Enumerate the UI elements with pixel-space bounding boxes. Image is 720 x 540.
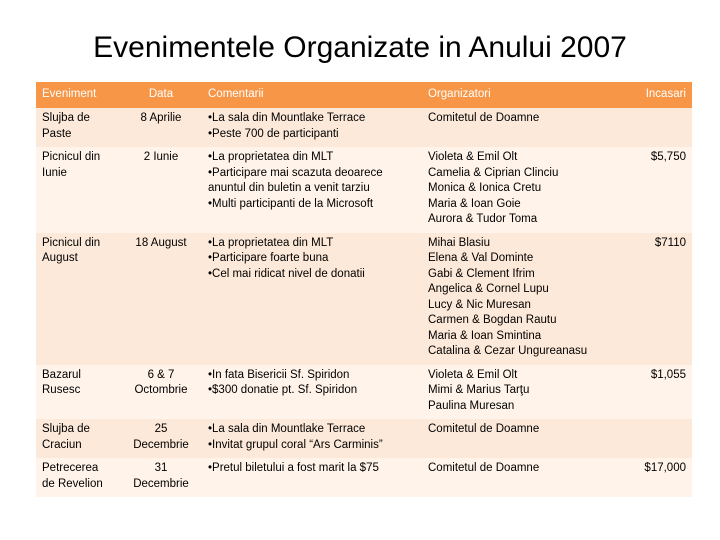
organizer-item: Comitetul de Doamne [428,112,540,124]
comments-cell [202,365,422,420]
comment-item: • La sala din Mountlake Terrace [208,422,416,438]
organizer-item: Maria & Ioan Goie [428,197,521,210]
table-row [36,365,692,420]
date-cell: 31 Decembrie [120,458,202,497]
comment-item: • La sala din Mountlake Terrace [208,111,416,127]
table-row [36,458,692,497]
table-row [36,233,692,365]
column-header-income: Incasari [600,82,692,108]
event-cell: Slujba de Craciun [36,419,120,458]
table-row [36,108,692,147]
comment-item: • Invitat grupul coral “Ars Carminis” [208,438,416,454]
comments-cell [202,458,422,497]
comment-item: • Peste 700 de participanti [208,127,416,143]
date-cell: 25 Decembrie [120,419,202,458]
comment-item: • $300 donatie pt. Sf. Spiridon [208,383,416,399]
organizer-item: Camelia & Ciprian Clinciu [428,166,559,179]
income-cell: $1,055 [600,365,692,420]
organizer-item: Gabi & Clement Ifrim [428,267,535,280]
event-cell: Picnicul din Iunie [36,147,120,233]
event-cell: Picnicul din August [36,233,120,365]
organizers-cell [422,458,600,497]
comments-cell [202,147,422,233]
events-table [36,82,692,497]
organizer-item: Angelica & Cornel Lupu [428,283,549,295]
organizer-item: Catalina & Cezar Ungureanasu [428,345,588,357]
comments-cell [202,108,422,147]
comment-item: • Multi participanti de la Microsoft [208,197,416,213]
event-cell: Slujba de Paste [36,108,120,147]
column-header-comments: Comentarii [202,82,422,108]
page-title: Evenimentele Organizate in Anului 2007 [93,31,627,64]
table-row [36,419,692,458]
income-cell: $7110 [600,233,692,365]
organizer-item: Monica & Ionica Cretu [428,182,542,194]
organizer-item: Maria & Ioan Smintina [428,329,542,342]
comments-cell [202,233,422,365]
event-cell: Bazarul Rusesc [36,365,120,420]
event-cell: Petrecerea de Revelion [36,458,120,497]
column-header-organizers: Organizatori [422,82,600,108]
organizers-cell [422,108,600,147]
organizer-item: Comitetul de Doamne [428,423,540,435]
column-header-date: Data [120,82,202,108]
comment-item: • Cel mai ridicat nivel de donatii [208,267,416,283]
income-cell: $17,000 [600,458,692,497]
date-cell: 6 & 7 Octombrie [120,365,202,420]
comment-item: • In fata Bisericii Sf. Spiridon [208,368,416,384]
comment-item: • Pretul biletului a fost marit la $75 [208,461,416,477]
organizers-cell [422,419,600,458]
organizer-item: Elena & Val Dominte [428,252,534,264]
table-row [36,147,692,233]
comment-item: • Participare foarte buna [208,251,416,267]
comment-item: • La proprietatea din MLT [208,150,416,166]
organizers-cell [422,233,600,365]
income-cell: $5,750 [600,147,692,233]
comment-item: • Participare mai scazuta deoarece anuntul din buletin a venit tarziu [208,166,416,197]
organizer-item: Lucy & Nic Muresan [428,298,531,311]
column-header-event: Eveniment [36,82,120,108]
comment-item: • La proprietatea din MLT [208,236,416,252]
date-cell: 2 Iunie [120,147,202,233]
income-cell [600,108,692,147]
date-cell: 18 August [120,233,202,365]
organizer-item: Violeta & Emil Olt [428,368,518,381]
table-header-row [36,82,692,108]
organizer-item: Comitetul de Doamne [428,462,540,474]
organizer-item: Mimi & Marius Tarţu [428,384,530,396]
organizers-cell [422,147,600,233]
organizer-item: Carmen & Bogdan Rautu [428,314,557,326]
organizers-cell [422,365,600,420]
organizer-item: Mihai Blasiu [428,236,490,249]
organizer-item: Aurora & Tudor Toma [428,213,538,225]
organizer-item: Paulina Muresan [428,399,515,412]
date-cell: 8 Aprilie [120,108,202,147]
income-cell [600,419,692,458]
organizer-item: Violeta & Emil Olt [428,151,518,163]
comments-cell [202,419,422,458]
